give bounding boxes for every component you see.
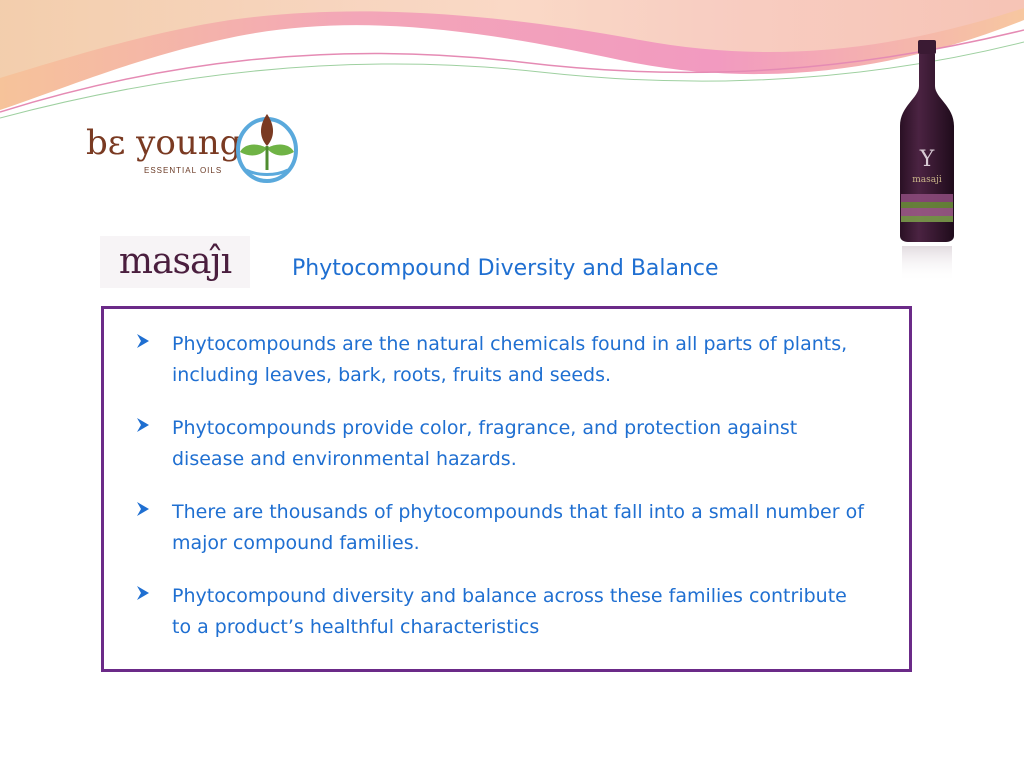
- bullet-text: Phytocompounds are the natural chemicals found in all parts of plants, including leaves, bark, roots, fruits and seeds.: [172, 333, 848, 386]
- beyoung-logo-subtitle: ESSENTIAL OILS: [144, 166, 223, 175]
- slide-title: Phytocompound Diversity and Balance: [292, 256, 719, 281]
- masaji-logo-word: masaĵı: [118, 241, 232, 282]
- list-item: [136, 497, 869, 559]
- list-item: [136, 581, 869, 643]
- masaji-bottle-image: [888, 36, 968, 286]
- beyoung-logo-word: bɛ young: [86, 123, 242, 163]
- arrow-bullet-icon: [136, 413, 172, 438]
- bottle-letter: Y: [919, 147, 935, 172]
- bullet-list: [104, 309, 909, 643]
- arrow-bullet-icon: [136, 581, 172, 606]
- bottle-brand: masaji: [912, 175, 942, 185]
- bullet-text: There are thousands of phytocompounds that fall into a small number of major compound families.: [172, 501, 864, 554]
- bullet-text: Phytocompound diversity and balance across these families contribute to a product’s healthful characteristics: [172, 585, 847, 638]
- beyoung-logo: [86, 104, 306, 190]
- list-item: [136, 413, 869, 475]
- content-box: [101, 306, 912, 672]
- arrow-bullet-icon: [136, 497, 172, 522]
- arrow-bullet-icon: [136, 329, 172, 354]
- masaji-logo: [100, 236, 250, 288]
- bullet-text: Phytocompounds provide color, fragrance, and protection against disease and environmental hazards.: [172, 417, 798, 470]
- leaf-emblem-icon: [232, 106, 302, 186]
- list-item: [136, 329, 869, 391]
